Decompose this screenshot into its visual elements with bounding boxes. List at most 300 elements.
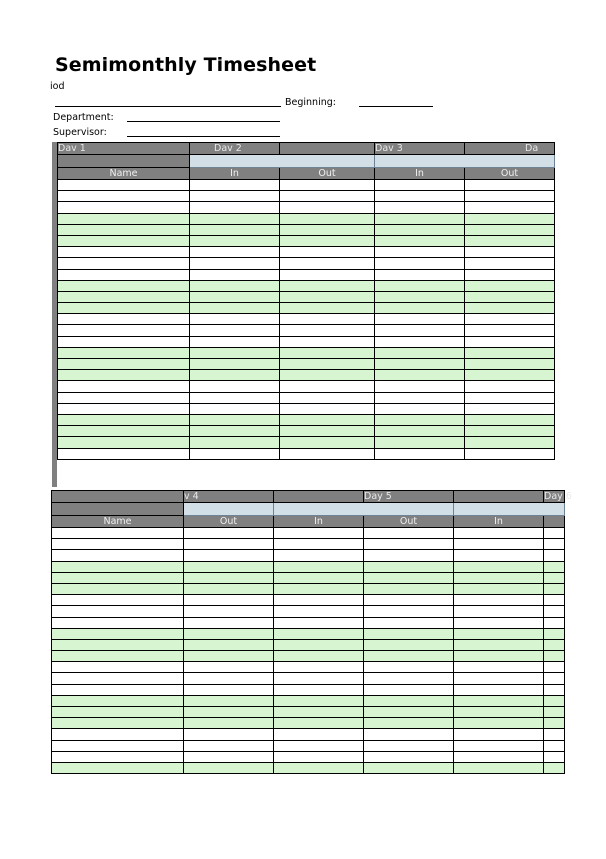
time-cell[interactable] [184,628,274,639]
time-cell[interactable] [184,539,274,550]
time-cell[interactable] [274,718,364,729]
table-row [52,628,565,639]
name-cell[interactable] [58,280,190,291]
time-cell[interactable] [375,448,465,459]
time-cell[interactable] [274,651,364,662]
time-cell[interactable] [454,572,544,583]
time-cell[interactable] [544,651,565,662]
time-cell[interactable] [364,583,454,594]
time-cell[interactable] [280,180,375,191]
time-cell[interactable] [280,191,375,202]
time-cell[interactable] [364,673,454,684]
time-cell[interactable] [364,707,454,718]
name-cell[interactable] [52,729,184,740]
time-cell[interactable] [184,707,274,718]
table-row [52,617,565,628]
time-cell[interactable] [454,528,544,539]
name-cell[interactable] [58,437,190,448]
time-cell[interactable] [465,392,555,403]
table-row [52,662,565,673]
time-cell[interactable] [465,280,555,291]
table-row [58,247,555,258]
time-cell[interactable] [190,336,280,347]
name-cell[interactable] [52,651,184,662]
time-cell[interactable] [465,291,555,302]
time-cell[interactable] [544,751,565,762]
name-cell[interactable] [58,426,190,437]
time-cell[interactable] [465,258,555,269]
time-cell[interactable] [184,729,274,740]
time-cell[interactable] [454,628,544,639]
name-cell[interactable] [52,662,184,673]
time-cell[interactable] [280,448,375,459]
time-cell[interactable] [465,191,555,202]
time-cell[interactable] [280,437,375,448]
time-cell[interactable] [364,539,454,550]
time-cell[interactable] [465,247,555,258]
time-cell[interactable] [465,202,555,213]
time-cell[interactable] [465,403,555,414]
time-cell[interactable] [465,314,555,325]
time-cell[interactable] [364,639,454,650]
time-cell[interactable] [190,448,280,459]
time-cell[interactable] [364,561,454,572]
timesheet-title: Semimonthly Timesheet [55,54,317,76]
table-row [58,414,555,425]
time-cell[interactable] [364,606,454,617]
table-row [52,583,565,594]
time-cell[interactable] [274,662,364,673]
table-row [58,426,555,437]
in-column-header: In [274,516,364,528]
time-cell[interactable] [544,639,565,650]
next-column-header-partial [544,516,565,528]
time-cell[interactable] [280,235,375,246]
time-cell[interactable] [274,628,364,639]
name-cell[interactable] [52,539,184,550]
time-cell[interactable] [544,718,565,729]
name-cell[interactable] [52,639,184,650]
time-cell[interactable] [184,673,274,684]
day-6-label: Day 6 [544,491,572,502]
name-cell[interactable] [58,213,190,224]
time-cell[interactable] [364,550,454,561]
time-cell[interactable] [544,695,565,706]
time-cell[interactable] [454,762,544,773]
time-cell[interactable] [184,595,274,606]
time-cell[interactable] [184,572,274,583]
time-cell[interactable] [465,303,555,314]
time-cell[interactable] [190,269,280,280]
out-column-header: Out [465,168,555,180]
time-cell[interactable] [364,595,454,606]
time-cell[interactable] [280,269,375,280]
table-row [52,751,565,762]
time-cell[interactable] [465,347,555,358]
table-row [58,437,555,448]
time-cell[interactable] [190,347,280,358]
time-cell[interactable] [465,269,555,280]
name-cell[interactable] [58,381,190,392]
name-cell[interactable] [52,628,184,639]
out-column-header: Out [364,516,454,528]
time-cell[interactable] [184,718,274,729]
supervisor-line[interactable] [127,136,280,137]
time-cell[interactable] [190,291,280,302]
time-cell[interactable] [280,403,375,414]
time-cell[interactable] [364,617,454,628]
time-cell[interactable] [544,628,565,639]
name-cell[interactable] [52,595,184,606]
time-cell[interactable] [280,291,375,302]
name-cell[interactable] [52,751,184,762]
time-cell[interactable] [375,381,465,392]
time-cell[interactable] [274,751,364,762]
time-cell[interactable] [280,426,375,437]
time-cell[interactable] [184,751,274,762]
name-cell[interactable] [52,695,184,706]
time-cell[interactable] [544,539,565,550]
table-row [52,684,565,695]
time-cell[interactable] [465,180,555,191]
time-cell[interactable] [454,550,544,561]
time-cell[interactable] [544,673,565,684]
day-5-label: Day 5 [364,491,454,503]
time-cell[interactable] [280,258,375,269]
time-cell[interactable] [274,639,364,650]
time-cell[interactable] [364,684,454,695]
time-cell[interactable] [190,381,280,392]
name-cell[interactable] [58,336,190,347]
time-cell[interactable] [465,359,555,370]
time-cell[interactable] [375,280,465,291]
time-cell[interactable] [190,414,280,425]
table-row [58,291,555,302]
time-cell[interactable] [190,247,280,258]
table-row [52,639,565,650]
table-row [58,213,555,224]
time-cell[interactable] [454,639,544,650]
time-cell[interactable] [184,617,274,628]
time-cell[interactable] [544,729,565,740]
time-cell[interactable] [375,336,465,347]
time-cell[interactable] [465,336,555,347]
time-cell[interactable] [184,684,274,695]
table-row [52,595,565,606]
table-row [58,180,555,191]
name-cell[interactable] [58,180,190,191]
name-cell[interactable] [58,258,190,269]
time-cell[interactable] [375,403,465,414]
time-cell[interactable] [454,651,544,662]
time-cell[interactable] [465,224,555,235]
time-cell[interactable] [544,762,565,773]
table-row [52,528,565,539]
time-cell[interactable] [190,426,280,437]
name-cell[interactable] [52,740,184,751]
name-cell[interactable] [58,370,190,381]
time-cell[interactable] [364,651,454,662]
time-cell[interactable] [375,392,465,403]
time-cell[interactable] [190,314,280,325]
time-cell[interactable] [375,213,465,224]
time-cell[interactable] [375,191,465,202]
time-cell[interactable] [375,180,465,191]
time-cell[interactable] [465,426,555,437]
time-cell[interactable] [184,583,274,594]
name-cell[interactable] [52,528,184,539]
time-cell[interactable] [375,247,465,258]
time-cell[interactable] [190,202,280,213]
time-cell[interactable] [274,528,364,539]
time-cell[interactable] [465,448,555,459]
time-cell[interactable] [280,213,375,224]
name-cell[interactable] [52,606,184,617]
time-cell[interactable] [454,583,544,594]
time-cell[interactable] [375,224,465,235]
time-cell[interactable] [190,325,280,336]
day-6-band [454,503,565,516]
time-cell[interactable] [375,370,465,381]
time-cell[interactable] [544,707,565,718]
table-row [52,561,565,572]
name-cell[interactable] [52,617,184,628]
time-cell[interactable] [465,235,555,246]
time-cell[interactable] [184,662,274,673]
time-cell[interactable] [544,528,565,539]
time-cell[interactable] [465,437,555,448]
time-cell[interactable] [190,392,280,403]
time-cell[interactable] [454,751,544,762]
name-cell[interactable] [58,303,190,314]
timesheet-table-2 [51,490,572,798]
time-cell[interactable] [190,180,280,191]
time-cell[interactable] [364,751,454,762]
time-cell[interactable] [544,617,565,628]
time-cell[interactable] [375,414,465,425]
time-cell[interactable] [190,303,280,314]
table-row [58,370,555,381]
time-cell[interactable] [454,606,544,617]
name-cell[interactable] [58,359,190,370]
name-column-header: Name [58,168,190,180]
time-cell[interactable] [465,325,555,336]
time-cell[interactable] [375,359,465,370]
time-cell[interactable] [274,550,364,561]
time-cell[interactable] [184,528,274,539]
time-cell[interactable] [280,247,375,258]
time-cell[interactable] [375,269,465,280]
time-cell[interactable] [364,572,454,583]
time-cell[interactable] [274,561,364,572]
day-1-label: Dav 1 [58,143,190,155]
name-cell[interactable] [52,583,184,594]
time-cell[interactable] [190,280,280,291]
name-cell[interactable] [58,191,190,202]
time-cell[interactable] [375,202,465,213]
time-cell[interactable] [280,224,375,235]
time-cell[interactable] [274,707,364,718]
name-column-header: Name [52,516,184,528]
time-cell[interactable] [280,370,375,381]
time-cell[interactable] [274,539,364,550]
time-cell[interactable] [274,740,364,751]
time-cell[interactable] [280,381,375,392]
name-cell[interactable] [58,325,190,336]
time-cell[interactable] [364,729,454,740]
time-cell[interactable] [190,191,280,202]
time-cell[interactable] [184,561,274,572]
time-cell[interactable] [184,550,274,561]
time-cell[interactable] [375,437,465,448]
time-cell[interactable] [274,762,364,773]
name-cell[interactable] [52,707,184,718]
time-cell[interactable] [544,606,565,617]
time-cell[interactable] [190,370,280,381]
day-3-label: Dav 3 [375,143,465,155]
time-cell[interactable] [544,684,565,695]
name-cell[interactable] [58,202,190,213]
time-cell[interactable] [454,673,544,684]
time-cell[interactable] [190,359,280,370]
time-cell[interactable] [184,639,274,650]
name-cell[interactable] [52,673,184,684]
time-cell[interactable] [465,381,555,392]
time-cell[interactable] [544,662,565,673]
period-line[interactable] [55,106,281,107]
time-cell[interactable] [454,595,544,606]
time-cell[interactable] [465,414,555,425]
time-cell[interactable] [544,583,565,594]
time-cell[interactable] [454,684,544,695]
time-cell[interactable] [190,258,280,269]
time-cell[interactable] [375,258,465,269]
time-cell[interactable] [544,550,565,561]
time-cell[interactable] [184,762,274,773]
time-cell[interactable] [364,718,454,729]
time-cell[interactable] [375,291,465,302]
time-cell[interactable] [190,213,280,224]
day-5-band [274,503,454,516]
time-cell[interactable] [375,303,465,314]
time-cell[interactable] [454,729,544,740]
name-cell[interactable] [58,224,190,235]
time-cell[interactable] [375,325,465,336]
name-cell[interactable] [58,291,190,302]
time-cell[interactable] [454,740,544,751]
name-cell[interactable] [52,762,184,773]
time-cell[interactable] [364,528,454,539]
name-cell[interactable] [58,247,190,258]
name-cell[interactable] [58,314,190,325]
time-cell[interactable] [190,403,280,414]
time-cell[interactable] [184,740,274,751]
table-1-grid [57,142,555,460]
name-cell[interactable] [58,448,190,459]
beginning-line[interactable] [359,106,433,107]
time-cell[interactable] [280,336,375,347]
time-cell[interactable] [544,561,565,572]
time-cell[interactable] [364,695,454,706]
time-cell[interactable] [544,595,565,606]
name-cell[interactable] [58,347,190,358]
time-cell[interactable] [375,426,465,437]
name-cell[interactable] [52,561,184,572]
table-row [58,191,555,202]
time-cell[interactable] [184,606,274,617]
name-cell[interactable] [52,550,184,561]
time-cell[interactable] [454,539,544,550]
time-cell[interactable] [274,673,364,684]
time-cell[interactable] [454,662,544,673]
time-cell[interactable] [280,347,375,358]
time-cell[interactable] [364,662,454,673]
time-cell[interactable] [280,280,375,291]
time-cell[interactable] [280,359,375,370]
name-cell[interactable] [52,572,184,583]
name-cell[interactable] [58,403,190,414]
time-cell[interactable] [274,695,364,706]
time-cell[interactable] [280,392,375,403]
name-cell[interactable] [58,235,190,246]
time-cell[interactable] [465,213,555,224]
table-row [58,280,555,291]
name-cell[interactable] [52,684,184,695]
name-cell[interactable] [58,414,190,425]
time-cell[interactable] [364,762,454,773]
supervisor-label: Supervisor: [53,127,107,138]
time-cell[interactable] [274,583,364,594]
time-cell[interactable] [274,617,364,628]
table-row [52,606,565,617]
name-cell[interactable] [58,269,190,280]
time-cell[interactable] [274,684,364,695]
time-cell[interactable] [190,224,280,235]
time-cell[interactable] [454,561,544,572]
time-cell[interactable] [454,617,544,628]
time-cell[interactable] [274,595,364,606]
name-cell[interactable] [58,392,190,403]
time-cell[interactable] [375,347,465,358]
name-cell[interactable] [52,718,184,729]
time-cell[interactable] [190,235,280,246]
time-cell[interactable] [190,437,280,448]
in-column-header: In [454,516,544,528]
time-cell[interactable] [274,572,364,583]
time-cell[interactable] [375,314,465,325]
time-cell[interactable] [375,235,465,246]
time-cell[interactable] [364,628,454,639]
time-cell[interactable] [280,314,375,325]
time-cell[interactable] [544,572,565,583]
department-line[interactable] [127,121,280,122]
time-cell[interactable] [454,707,544,718]
time-cell[interactable] [280,303,375,314]
table-row [58,392,555,403]
time-cell[interactable] [280,414,375,425]
time-cell[interactable] [274,729,364,740]
time-cell[interactable] [184,651,274,662]
time-cell[interactable] [280,325,375,336]
time-cell[interactable] [465,370,555,381]
time-cell[interactable] [454,695,544,706]
time-cell[interactable] [544,740,565,751]
time-cell[interactable] [364,740,454,751]
time-cell[interactable] [274,606,364,617]
time-cell[interactable] [280,202,375,213]
time-cell[interactable] [184,695,274,706]
time-cell[interactable] [454,718,544,729]
